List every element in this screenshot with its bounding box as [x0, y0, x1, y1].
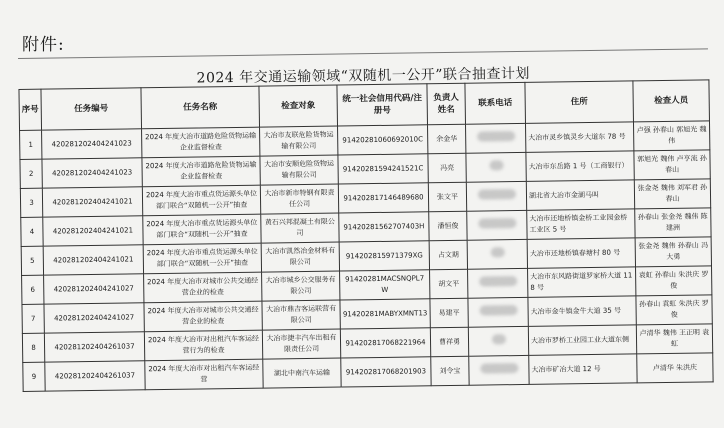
redaction-blur [478, 218, 516, 229]
redaction-blur [479, 305, 517, 316]
cell-seq: 1 [20, 130, 42, 159]
cell-address: 大冶市东风路街道罗家桥大道 118 号 [528, 267, 636, 298]
cell-seq: 5 [21, 246, 43, 275]
header-inspectors: 检查人员 [633, 80, 710, 122]
header-target: 检查对象 [259, 85, 338, 127]
cell-inspectors: 郭旭光 魏伟 卢亨流 孙春山 [634, 150, 710, 180]
cell-legal-person: 冯亮 [428, 153, 466, 183]
header-seq: 序号 [19, 89, 42, 130]
cell-task-name: 2024 年度大冶市道路危险货物运输企业监督检查 [142, 127, 260, 158]
cell-credit-code: 91420281060692010C [338, 125, 428, 155]
cell-address: 大冶市罗桥工业园工业大道东侧 [528, 325, 636, 356]
cell-address: 大冶市矿冶大道 12 号 [529, 354, 637, 385]
redaction-blur [489, 160, 503, 170]
cell-inspectors: 卢清华 朱洪庆 [637, 353, 713, 383]
cell-target: 大冶市新市特钢有限责任公司 [260, 184, 338, 214]
cell-target: 大冶市安顺危险货物运输有限公司 [260, 155, 338, 185]
redaction-blur [479, 276, 517, 287]
redacted-phone [465, 123, 525, 153]
cell-credit-code: 91420281706822196​4 [340, 328, 430, 358]
cell-task-name: 2024 年度大冶市道路危险货物运输企业监督检查 [142, 156, 260, 187]
redacted-phone [466, 181, 526, 211]
redaction-blur [480, 363, 518, 374]
redaction-blur [477, 189, 515, 200]
cell-address: 大冶市东岳路 1 号（工商银行） [526, 151, 634, 182]
cell-legal-person: 余金华 [428, 124, 466, 154]
cell-inspectors: 卢强 孙春山 郭旭光 魏伟 [633, 121, 709, 151]
cell-target: 大冶市捷丰汽车出租有限责任公司 [262, 329, 340, 359]
cell-seq: 7 [22, 304, 44, 333]
redacted-phone [468, 326, 528, 356]
cell-target: 大冶市城乡公交服务有限公司 [262, 271, 340, 301]
header-address: 住所 [525, 81, 634, 124]
redaction-blur [490, 247, 504, 257]
cell-credit-code: 91420281MABYXMNT13 [340, 299, 430, 329]
cell-credit-code: 914202817068201903 [341, 357, 431, 387]
cell-credit-code: 914202817146489680 [338, 183, 428, 213]
cell-credit-code: 91420281562707403H [339, 212, 429, 242]
cell-task-no: 420281202404241027 [44, 274, 144, 304]
cell-target: 大冶市凯然冶金材料有限公司 [261, 242, 339, 272]
cell-task-no: 420281202404241021 [43, 245, 143, 275]
cell-seq: 4 [21, 217, 43, 246]
header-task-no: 任务编号 [41, 88, 142, 130]
cell-target: 黄石兴邦混凝土有限公司 [261, 213, 339, 243]
header-rule [18, 48, 708, 59]
redacted-phone [468, 297, 528, 327]
cell-credit-code: 91420281MACSNQPL7W [340, 270, 430, 300]
cell-task-name: 2024 年度大冶市对城市公共交通经营企业的检查 [144, 272, 262, 303]
document-sheet [18, 46, 713, 428]
header-legal-person: 负责人姓名 [427, 83, 466, 125]
cell-legal-person: 潘恒俊 [429, 211, 467, 241]
cell-target: 大冶市友联危险货物运输有限公司 [260, 126, 338, 156]
cell-seq: 3 [20, 188, 42, 217]
redacted-phone [466, 152, 526, 182]
cell-task-name: 2024 年度大冶市重点货运源头单位部门联合“双随机一公开”抽查 [143, 243, 261, 274]
cell-inspectors: 张金尧 魏伟 孙春山 冯大勇 [635, 237, 711, 267]
redacted-phone [469, 355, 529, 385]
cell-task-no: 420281202404241023 [42, 129, 142, 159]
cell-task-no: 420281202404241021 [42, 187, 142, 217]
cell-task-name: 2024 年度大冶市对城市公共交通经营企业的检查 [144, 301, 262, 332]
cell-address: 大冶市金牛镇金牛大道 35 号 [528, 296, 636, 327]
redaction-blur [477, 131, 515, 142]
cell-inspectors: 孙春山 袁虹 朱洪庆 罗俊 [636, 295, 712, 325]
cell-address: 大冶市还地桥镇春塘村 80 号 [527, 238, 635, 269]
cell-task-no: 420281202404241023 [42, 158, 142, 188]
cell-inspectors: 张金尧 魏伟 刘军君 孙春山 [634, 179, 710, 209]
header-phone: 联系电话 [465, 82, 526, 124]
cell-task-name: 2024 年度大冶市对出租汽车客运经营 [145, 359, 263, 390]
cell-credit-code: 91420281594241521C [338, 154, 428, 184]
header-credit-code: 统一社会信用代码/注册号 [337, 84, 428, 126]
header-task-name: 任务名称 [141, 86, 260, 129]
cell-legal-person: 占文期 [429, 240, 467, 270]
cell-address: 大冶市还地桥镇金桥工业园金桥工业区 5 号 [527, 209, 635, 240]
cell-seq: 2 [20, 159, 42, 188]
cell-legal-person: 曹祥勇 [430, 327, 468, 357]
cell-task-no: 420281202404261037 [44, 332, 144, 362]
redacted-phone [467, 239, 527, 269]
cell-inspectors: 孙春山 张金尧 魏伟 陈建洲 [635, 208, 711, 238]
cell-target: 大冶市鼎吉客运联营有限公司 [262, 300, 340, 330]
cell-seq: 9 [23, 362, 45, 391]
cell-task-name: 2024 年度大冶市重点货运源头单位部门联合“双随机一公开”抽查 [143, 214, 261, 245]
cell-legal-person: 刘令宝 [431, 356, 469, 386]
cell-task-name: 2024 年度大冶市重点货运源头单位部门联合“双随机一公开”抽查 [142, 185, 260, 216]
cell-legal-person: 易建平 [430, 298, 468, 328]
cell-address: 湖北省大冶市金湖马叫 [526, 180, 634, 211]
redaction-blur [491, 334, 505, 344]
cell-inspectors: 卢清华 魏伟 王正明 袁虹 [636, 324, 712, 354]
cell-task-no: 420281202404241027 [44, 303, 144, 333]
cell-task-no: 420281202404261037 [45, 361, 145, 391]
cell-task-name: 2024 年度大冶市对出租汽车客运经营行为的检查 [144, 330, 262, 361]
document-title: 2024 年交通运输领域“双随机一公开”联合抽查计划 [196, 65, 531, 87]
cell-legal-person: 胡文平 [430, 269, 468, 299]
cell-seq: 6 [22, 275, 44, 304]
cell-inspectors: 袁虹 孙春山 朱洪庆 罗俊 [636, 266, 712, 296]
cell-target: 湖北中南汽车运输 [263, 358, 341, 388]
inspection-plan-table [18, 79, 713, 392]
attachment-label: 附件: [22, 35, 65, 55]
cell-credit-code: 914202815971379XG [339, 241, 429, 271]
cell-address: 大冶市灵乡镇灵乡大道东 78 号 [525, 122, 633, 153]
cell-task-no: 420281202404241021 [43, 216, 143, 246]
redacted-phone [467, 210, 527, 240]
cell-seq: 8 [22, 333, 44, 362]
redacted-phone [468, 268, 528, 298]
cell-legal-person: 张文平 [428, 182, 466, 212]
